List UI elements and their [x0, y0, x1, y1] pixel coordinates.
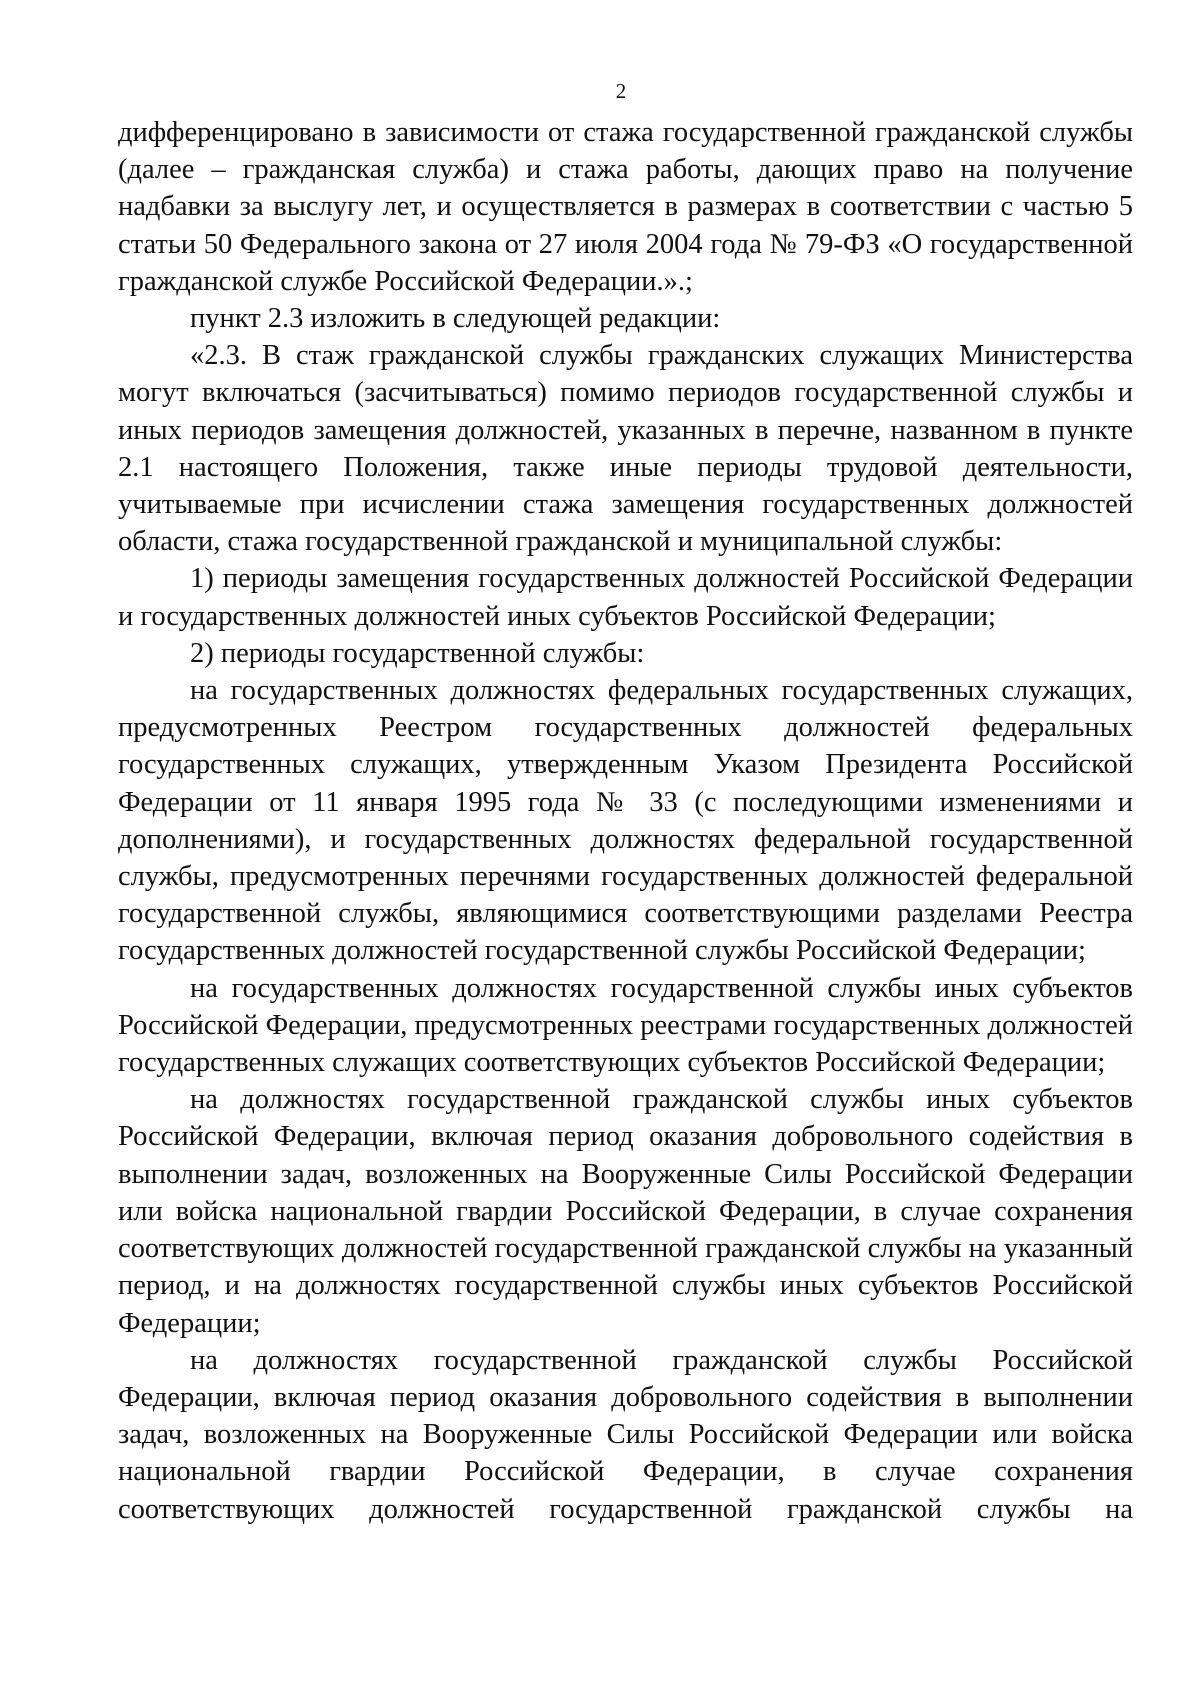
paragraph-3: «2.3. В стаж гражданской службы гражданских служащих Министерства могут включаться (засчитываться) помимо периодов государственной службы и иных периодов замещения должностей, указанных в перечне, названном в пункте 2.1 настоящего Положения, также иные периоды трудовой деятельности, учитываемые при исчислении стажа замещения государственных должностей области, стажа государственной гражданской и муниципальной службы:	[118, 340, 1133, 558]
paragraph-7: на государственных должностях государственной службы иных субъектов Российской Федерации, предусмотренных реестрами государственных должностей государственных служащих соответствующих субъектов Российской Федерации;	[118, 972, 1133, 1079]
paragraph-5: 2) периоды государственной службы:	[190, 637, 645, 669]
paragraph-4: 1) периоды замещения государственных должностей Российской Федерации и государственных должностей иных субъектов Российской Федерации;	[118, 563, 1133, 632]
paragraph-8: на должностях государственной гражданской службы иных субъектов Российской Федерации, включая период оказания добровольного содействия в выполнении задач, возложенных на Вооруженные Силы Российской Федерации или войска национальной гвардии Российской Федерации, в случае сохранения соответствующих должностей государственной гражданской службы на указанный период, и на должностях государственной службы иных субъектов Российской Федерации;	[118, 1084, 1133, 1339]
page-number: 2	[615, 79, 627, 103]
paragraph-2: пункт 2.3 изложить в следующей редакции:	[190, 303, 721, 335]
paragraph-9: на должностях государственной гражданской службы Российской Федерации, включая период оказания добровольного содействия в выполнении задач, возложенных на Вооруженные Силы Российской Федерации или войска национальной гвардии Российской Федерации, в случае сохранения соответствующих должностей государственной гражданской службы на	[118, 1344, 1133, 1525]
paragraph-6: на государственных должностях федеральных государственных служащих, предусмотренных Реестром государственных должностей федеральных государственных служащих, утвержденным Указом Президента Российской Федерации от 11 января 1995 года № 33 (с последующими изменениями и дополнениями), и государственных должностях федеральной государственной службы, предусмотренных перечнями государственных должностей федеральной государственной службы, являющимися соответствующими разделами Реестра государственных должностей государственной службы Российской Федерации;	[118, 675, 1133, 967]
paragraph-1: дифференцировано в зависимости от стажа государственной гражданской службы (далее – гражданская служба) и стажа работы, дающих право на получение надбавки за выслугу лет, и осуществляется в размерах в соответствии с частью 5 статьи 50 Федерального закона от 27 июля 2004 года № 79-ФЗ «О государственной гражданской службе Российской Федерации.».;	[118, 117, 1133, 297]
document-body	[118, 114, 1133, 1528]
